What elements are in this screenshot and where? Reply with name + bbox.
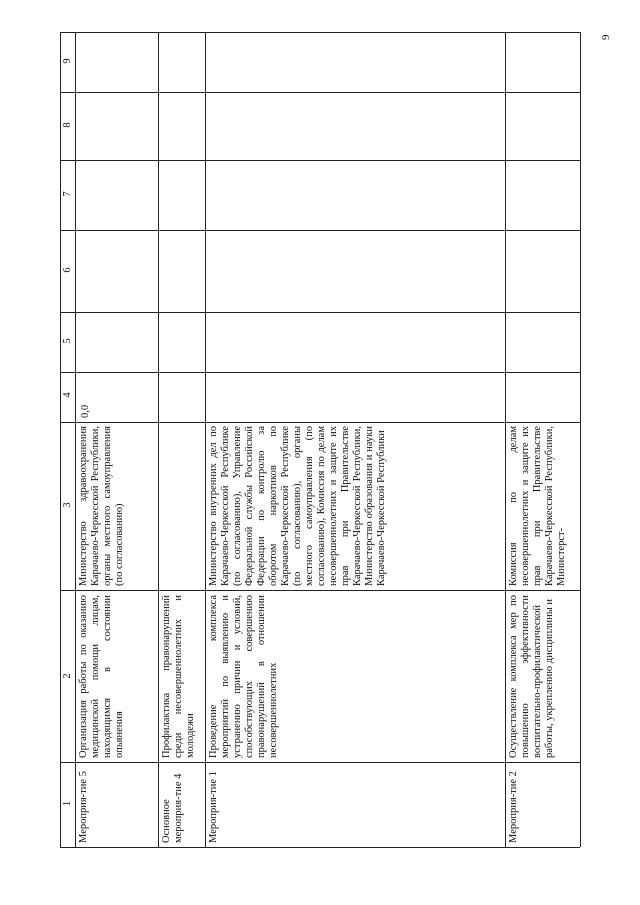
row-line xyxy=(505,32,506,847)
row-3-col-1: Мероприя-тие 1 xyxy=(208,771,219,843)
col-line xyxy=(60,32,580,33)
page-number: 9 xyxy=(600,34,612,40)
col-line xyxy=(60,372,580,373)
row-4-col-3: Комиссия по делам несовершеннолетних и защите их прав при Правительстве Карачаево-Черкесской Республики, Министерст- xyxy=(508,426,567,586)
row-1-col-1: Мероприя-тие 5 xyxy=(78,771,89,843)
header-col-4: 4 xyxy=(62,392,73,398)
col-line xyxy=(60,230,580,231)
col-line xyxy=(60,160,580,161)
table-border-left xyxy=(60,32,61,847)
row-1-col-2: Организация работы по оказанию медицинской помощи лицам, находящимся в состоянии опьянения xyxy=(78,595,125,758)
row-2-col-2: Профилактика правонарушений среди несовершеннолетних и молодежи xyxy=(161,595,196,758)
col-line xyxy=(60,762,580,763)
table-border-right xyxy=(580,32,581,847)
col-line xyxy=(60,422,580,423)
header-col-1: 1 xyxy=(62,800,73,807)
row-4-col-1: Мероприя-тие 2 xyxy=(508,771,519,843)
header-col-3: 3 xyxy=(62,502,73,508)
row-3-col-3: Министерство внутренних дел по Карачаево-Черкесской Республике (по согласованию), Управление Федеральной службы Российской Федерации по контролю за оборотом наркотиков по Карачаево-Черкесской Республике (по согласованию), органы местного самоуправления (по согласованию), Комиссия по делам несовершеннолетних и защите их прав при Правительстве Карачаево-Черкесской Республики, Министерство образования и науки Карачаево-Черкесской Республики xyxy=(208,426,387,586)
row-4-col-2: Осуществление комплекса мер по повышению эффективности воспитательно-профилактической работы, укреплению дисциплины и xyxy=(508,595,555,758)
row-1-col-3: Министерство здравоохранения Карачаево-Черкесской Республики, органы местного самоуправления (по согласованию) xyxy=(78,426,125,586)
header-col-2: 2 xyxy=(62,673,73,679)
col-line xyxy=(60,92,580,93)
col-line xyxy=(60,312,580,313)
header-col-8: 8 xyxy=(62,122,73,128)
header-col-6: 6 xyxy=(62,267,73,273)
header-col-5: 5 xyxy=(62,338,73,344)
row-2-col-1: Основное мероприя-тие 4 xyxy=(161,773,184,843)
header-col-7: 7 xyxy=(62,191,73,197)
row-3-col-2: Проведение комплекса мероприятий по выявлению и устранению причин и условий, способствующих совершению правонарушений в отношении несовершеннолетних xyxy=(208,595,279,758)
row-line xyxy=(205,32,206,847)
row-1-col-4: 0,0 xyxy=(80,404,91,418)
header-col-9: 9 xyxy=(62,58,73,64)
col-line xyxy=(60,590,580,591)
row-line xyxy=(158,32,159,847)
col-line xyxy=(60,847,580,848)
header-line xyxy=(75,32,76,847)
